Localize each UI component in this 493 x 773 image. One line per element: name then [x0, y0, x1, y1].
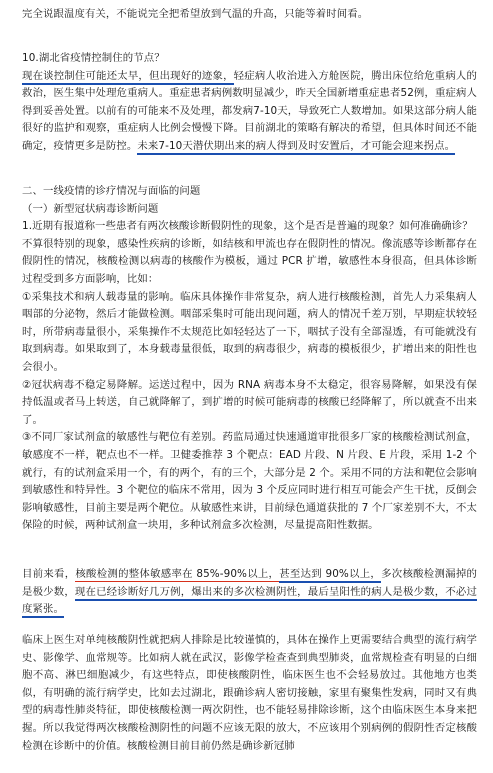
answer-paragraph: 不算很特别的现象，感染性疾病的诊断，如结核和甲流也存在假阴性的情况。像流感等诊断都存在假阴性的情况，核酸检测以病毒的核酸作为模板，通过 PCR 扩增，敏感性本身很高，但具体诊断过程受到多方面影响，比如： [22, 237, 477, 285]
intro-line: 完全说跟温度有关，不能说完全把希望放到气温的升高，只能等着时间看。 [22, 8, 369, 20]
intro-paragraph [22, 6, 477, 24]
clinical-paragraph: 临床上医生对单纯核酸阴性就把病人排除是比较谨慎的，具体在操作上更需要结合典型的流行病学史、影像学、血常规等。比如病人就在武汉，影像学检查查到典型肺炎，血常规检查有明显的白细胞不高、淋巴细胞减少，有这些特点，即使核酸阴性，临床医生也不会轻易放过。其他地方也类似，有明确的流行病学史，比如去过湖北，跟确诊病人密切接触，家里有聚集性发病，同时又有典型的病毒性肺炎特征，即使核酸检测一两次阴性，也不能轻易排除诊断，这个由临床医生本身来把握。所以我觉得两次核酸检测阴性的问题不应该无限的放大，不应该用个别病例的假阴性否定核酸检测在诊断中的价值。核酸检测目前目前仍然是确诊新冠肺 [22, 634, 477, 752]
summary-section [22, 566, 477, 619]
question-text: 1.近期有报道称一些患者有两次核酸诊断假阴性的现象，这个是否是普遍的现象？如何准确确诊？ [22, 220, 473, 233]
reason-3-paragraph: ③不同厂家试剂盒的敏感性与靶位有差别。药监局通过快速通道审批很多厂家的核酸检测试剂盒，敏感度不一样，靶点也不一样。卫健委推荐 3 个靶点：EAD 片段、N 片段、E 片段，采用 1-2 个就行，有的试剂盒采用一个，有的两个，有的三个，大部分是 2 个。采用不同的方法和靶位会影响到敏感性和特异性。3 个靶位的临床不常用，因为 3 个反应同时进行相互可能会产生干扰，反倒会影响敏感性，目前主要是两个靶位。从敏感性来讲，目前绿色通道获批的 7 个厂家差别不大，不太保险的时候，两种试剂盒一块用，多种试剂盒多次检测，尽量提高阳性数据。 [22, 431, 477, 532]
reason-2-paragraph: ②冠状病毒不稳定易降解。运送过程中，因为 RNA 病毒本身不太稳定，很容易降解，如果没有保持低温或者马上转送，自己就降解了，到扩增的时候可能病毒的核酸已经降解了，所以就查不出来了。 [22, 378, 477, 426]
subsection-title: （一）新型冠状病毒诊断问题 [22, 202, 159, 215]
hubei-section [22, 50, 477, 156]
underlined-phrase: 核酸检测的整体敏感率在 85%-90%以上， [75, 568, 280, 580]
clinical-section [22, 632, 477, 755]
hubei-paragraph [22, 68, 477, 156]
reason-1-paragraph: ①采集技术和病人载毒量的影响。临床具体操作非常复杂，病人进行核酸检测，首先人力采集病人咽部的分泌物，然后才能做检测。咽部采集时可能出现问题，病人的情况千差万别，早期症状较轻时，所带病毒量很小，采集操作不太规范比如轻轻达了一下，咽拭子没有全部湿透，有可能就没有取到病毒。如果取到了，本身载毒量很低，取到的病毒很少，病毒的模板很少，扩增出来的阳性也会很小。 [22, 290, 477, 373]
underlined-phrase: 现在已经诊断好几万例， [75, 586, 191, 601]
question-heading: 10.湖北省疫情控制住的节点？ [22, 52, 165, 64]
underlined-phrase: 不必过度紧张。 [22, 586, 477, 619]
body-text: 轻症病人收治进入方舱医院，腾出床位给危重病人的救治，医生集中处理危重病人。重症患者病例数明显减少，昨天全国新增重症患者52例，重症病人得到妥善处置。以前有的可能来不及处理，都发病7-10天，导致死亡人数增加。如果这部分病人能很好的监护和观察，重症病人比例会慢慢下降。目前湖北的策略有解决的希望，但具体时间还不能确定，疫情更多是防控。 [22, 69, 477, 152]
body-text: 目前来看， [22, 568, 76, 580]
body-text: 多次核酸检测漏掉的是极少数， [22, 568, 477, 598]
section-title: 二、一线疫情的诊疗情况与面临的问题 [22, 185, 201, 197]
underlined-phrase: 爆出来的多次检测阴性， [191, 586, 307, 601]
summary-paragraph [22, 566, 477, 619]
underlined-phrase: 最后呈阳性的病人是极少数， [308, 586, 446, 601]
diagnosis-section [22, 183, 477, 535]
underlined-phrase: 现在谈控制住可能还太早，但出现好的迹象， [22, 70, 234, 85]
underlined-phrase: 甚至达到 90%以上， [279, 568, 381, 583]
underlined-phrase: 未来7-10天潜伏期出来的病人得到及时安置后，才可能会迎来拐点。 [137, 140, 455, 155]
